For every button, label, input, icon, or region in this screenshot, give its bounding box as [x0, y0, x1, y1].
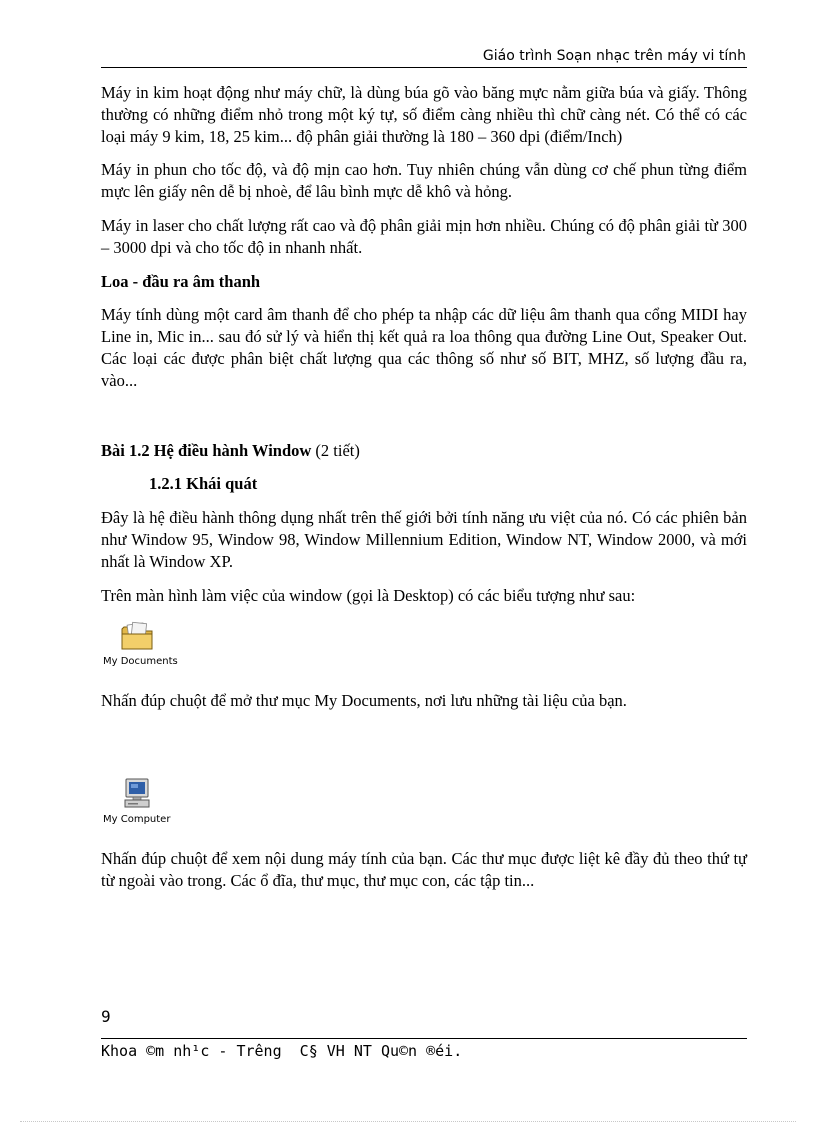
- document-body: [101, 82, 747, 904]
- my-computer-label: My Computer: [103, 814, 171, 826]
- header-rule: [101, 67, 747, 68]
- section-heading: 1.2.1 Khái quát: [149, 474, 258, 494]
- paragraph-inkjet-printer: Máy in phun cho tốc độ, và độ mịn cao hơn. Tuy nhiên chúng vẫn dùng cơ chế phun từng điểm mực lên giấy nên dễ bị nhoè, để lâu bình mực dễ khô và hỏng.: [101, 160, 747, 202]
- footer-rule: [101, 1038, 747, 1039]
- page-number: 9: [101, 1007, 111, 1026]
- paragraph-desktop-icons: Trên màn hình làm việc của window (gọi là Desktop) có các biểu tượng như sau:: [101, 585, 636, 605]
- paragraph-laser-printer: Máy in laser cho chất lượng rất cao và độ phân giải mịn hơn nhiều. Chúng có độ phân giải từ 300 – 3000 dpi và cho tốc độ in nhanh nhất.: [101, 215, 747, 257]
- lesson-duration: (2 tiết): [315, 440, 360, 460]
- computer-icon: [119, 776, 155, 812]
- page-bottom-border: [20, 1121, 796, 1122]
- paragraph-my-computer: Nhấn đúp chuột để xem nội dung máy tính của bạn. Các thư mục được liệt kê đầy đủ theo thứ tự từ ngoài vào trong. Các ổ đĩa, thư mục, thư mục con, các tập tin...: [101, 849, 747, 890]
- paragraph-overview: Đây là hệ điều hành thông dụng nhất trên thế giới bởi tính năng ưu việt của nó. Có các phiên bản như Window 95, Window 98, Window Millennium Edition, Window NT, Window 2000, và mới nhất là Window XP.: [101, 508, 747, 571]
- speaker-heading: Loa - đầu ra âm thanh: [101, 271, 261, 291]
- my-computer-shortcut[interactable]: [101, 776, 221, 836]
- header-title: Giáo trình Soạn nhạc trên máy vi tính: [482, 48, 746, 64]
- paragraph-dot-matrix-printer: Máy in kim hoạt động như máy chữ, là dùng búa gõ vào băng mực nằm giữa búa và giấy. Thông thường có những điểm nhỏ trong một ký tự, số điểm càng nhiều thì chữ càng nét. Có thể có các loại máy 9 kim, 18, 25 kim... độ phân giải thường là 180 – 360 dpi (điểm/Inch): [101, 83, 747, 146]
- lesson-title: Bài 1.2 Hệ điều hành Window: [101, 440, 312, 460]
- folder-icon: [119, 618, 155, 654]
- lesson-heading: [101, 440, 747, 462]
- my-documents-shortcut[interactable]: [101, 618, 221, 678]
- my-documents-label: My Documents: [103, 656, 178, 668]
- paragraph-my-documents: Nhấn đúp chuột để mở thư mục My Documents, nơi lưu những tài liệu của bạn.: [101, 691, 627, 711]
- footer-text: Khoa ©m nh¹c - Trêng C§ VH NT Qu©n ®éi.: [101, 1042, 463, 1060]
- paragraph-sound-card: Máy tính dùng một card âm thanh để cho phép ta nhập các dữ liệu âm thanh qua cổng MIDI hay Line in, Mic in... sau đó sử lý và hiển thị kết quả ra loa thông qua đường Line Out, Speaker Out. Các loại các được phân biệt chất lượng qua các thông số như số BIT, MHZ, số lượng đầu ra, vào...: [101, 305, 747, 390]
